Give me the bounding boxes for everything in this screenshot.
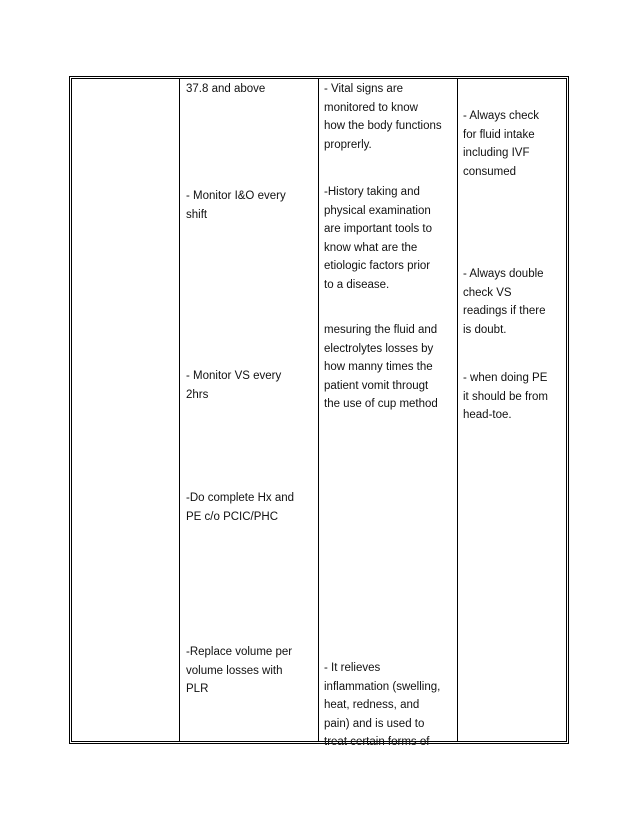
column-divider-3: [457, 79, 458, 741]
intervention-monitor-io: - Monitor I&O every shift: [186, 190, 286, 221]
column-divider-2: [318, 79, 319, 741]
note-pe-head-toe: - when doing PE it should be from head-toe.: [463, 372, 549, 421]
rationale-relieves-inflammation: - It relieves inflammation (swelling, heat, redness, and pain) and is used to treat certain forms of: [324, 662, 441, 748]
intervention-monitor-vs: - Monitor VS every 2hrs: [186, 370, 282, 401]
rationale-vital-signs: - Vital signs are monitored to know how the body functions proprerly.: [324, 83, 442, 151]
intervention-replace-volume: -Replace volume per volume losses with PLR: [186, 646, 293, 695]
note-fluid-intake-check: - Always check for fluid intake including IVF consumed: [463, 110, 540, 178]
note-double-check-vs: - Always double check VS readings if there is doubt.: [463, 268, 546, 336]
intervention-temperature: 37.8 and above: [186, 83, 266, 95]
intervention-complete-hx: -Do complete Hx and PE c/o PCIC/PHC: [186, 492, 295, 523]
column-divider-1: [179, 79, 180, 741]
care-plan-table: [69, 76, 569, 748]
rationale-history-taking: -History taking and physical examination are important tools to know what are the etiologic factors prior to a disease.: [324, 186, 433, 291]
rationale-fluid-measuring: mesuring the fluid and electrolytes losses by how manny times the patient vomit througt the use of cup method: [324, 324, 438, 410]
